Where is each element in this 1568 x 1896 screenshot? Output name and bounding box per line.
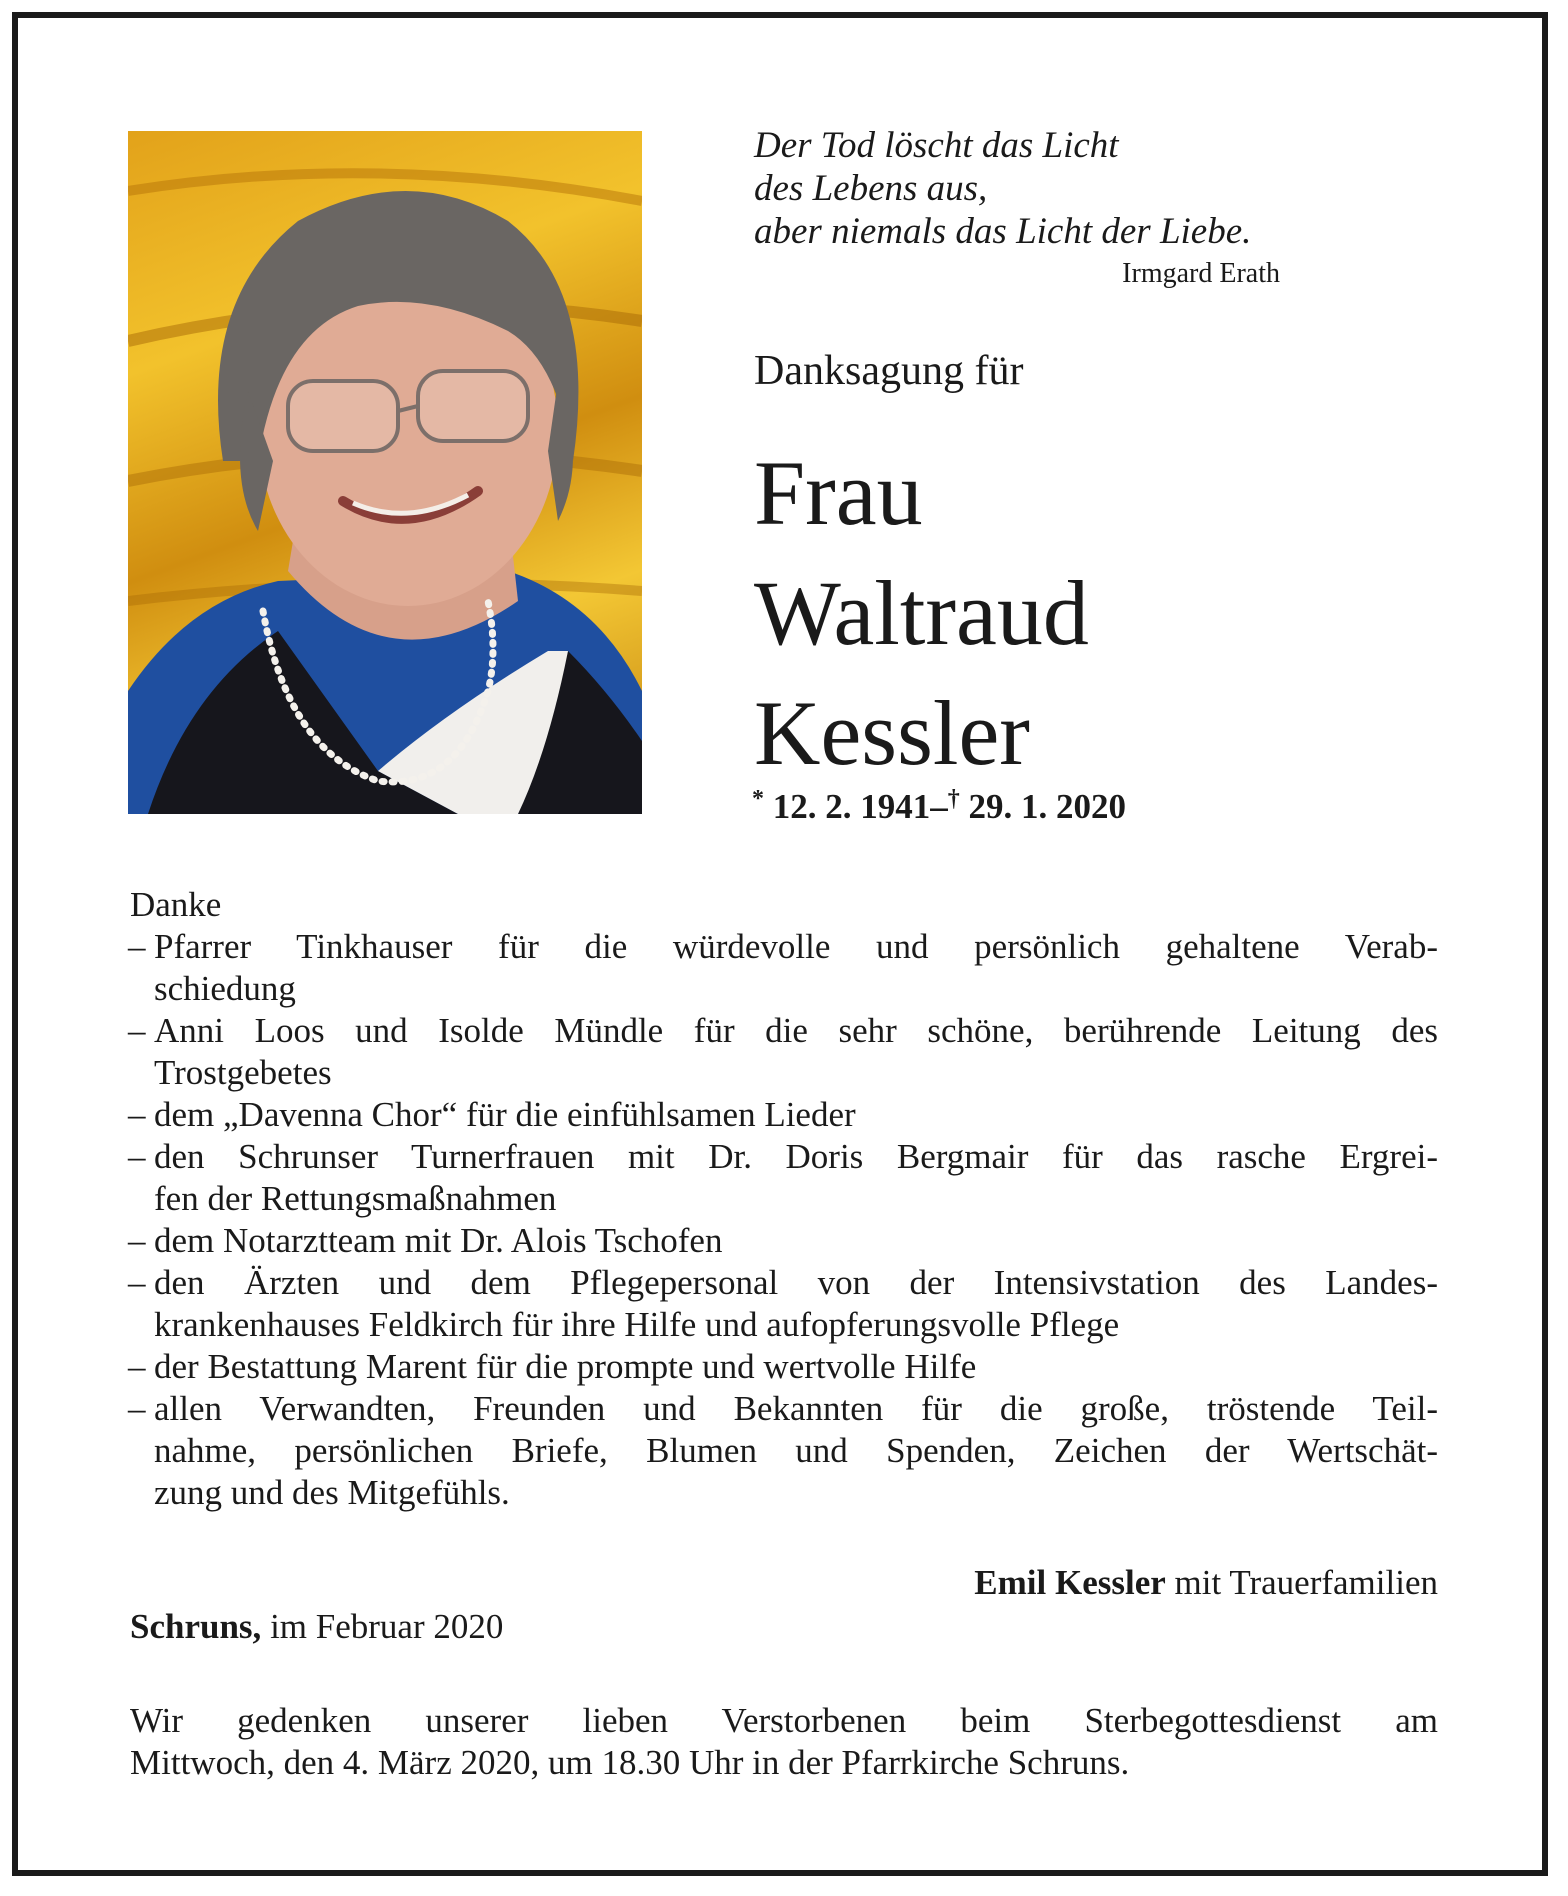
list-item-line: zung und des Mitgefühls. xyxy=(154,1473,510,1512)
list-item xyxy=(128,1220,1438,1262)
name-line: Frau xyxy=(754,442,923,544)
list-dash: – xyxy=(128,1263,146,1302)
life-dates xyxy=(752,776,1126,830)
list-item-line: schiedung xyxy=(154,969,296,1008)
list-item-line: den Schrunser Turnerfrauen mit Dr. Doris Bergmair für das rasche Ergrei- xyxy=(154,1137,1438,1176)
signature xyxy=(974,1562,1438,1604)
list-item-line: krankenhauses Feldkirch für ihre Hilfe und aufopferungsvolle Pflege xyxy=(154,1305,1120,1344)
list-dash: – xyxy=(128,927,146,966)
list-item xyxy=(128,1262,1438,1346)
list-item-line: dem „Davenna Chor“ für die einfühlsamen Lieder xyxy=(154,1095,856,1134)
signature-rest: mit Trauerfamilien xyxy=(1165,1563,1438,1602)
list-item-line: allen Verwandten, Freunden und Bekannten für die große, tröstende Teil- xyxy=(154,1389,1438,1428)
place-town: Schruns, xyxy=(130,1607,262,1646)
list-item-line: Anni Loos und Isolde Mündle für die sehr schöne, berührende Leitung des xyxy=(154,1011,1438,1050)
death-symbol: † xyxy=(947,786,960,812)
memorial-line: Wir gedenken unserer lieben Verstorbenen beim Sterbegottesdienst am xyxy=(130,1701,1438,1740)
list-item xyxy=(128,1388,1438,1514)
quote-line: aber niemals das Licht der Liebe. xyxy=(754,211,1252,252)
deceased-name xyxy=(754,433,1089,793)
list-dash: – xyxy=(128,1347,146,1386)
memorial-notice xyxy=(130,1700,1438,1784)
list-item-line: Pfarrer Tinkhauser für die würdevolle und persönlich gehaltene Verab- xyxy=(154,927,1438,966)
place-date-text: im Februar 2020 xyxy=(261,1607,504,1646)
place-date xyxy=(130,1606,503,1648)
list-dash: – xyxy=(128,1221,146,1260)
list-dash: – xyxy=(128,1137,146,1176)
birth-date: 12. 2. 1941 xyxy=(772,787,931,826)
thanks-intro: Danke xyxy=(130,885,222,924)
list-dash: – xyxy=(128,1011,146,1050)
list-item xyxy=(128,1346,1438,1388)
list-item-line: nahme, persönlichen Briefe, Blumen und Spenden, Zeichen der Wertschät- xyxy=(154,1431,1438,1470)
list-item-line: fen der Rettungsmaßnahmen xyxy=(154,1179,557,1218)
signature-name: Emil Kessler xyxy=(974,1563,1166,1602)
list-item xyxy=(128,1094,1438,1136)
list-item-line: den Ärzten und dem Pflegepersonal von der Intensivstation des Landes- xyxy=(154,1263,1438,1302)
memorial-line: Mittwoch, den 4. März 2020, um 18.30 Uhr in der Pfarrkirche Schruns. xyxy=(130,1743,1130,1782)
quote-line: Der Tod löscht das Licht xyxy=(754,125,1119,166)
heading: Danksagung für xyxy=(754,348,1024,394)
quote-line: des Lebens aus, xyxy=(754,168,988,209)
quote xyxy=(754,124,1251,253)
quote-author: Irmgard Erath xyxy=(1122,258,1280,289)
portrait-photo xyxy=(128,131,642,814)
list-item xyxy=(128,926,1438,1010)
birth-symbol: * xyxy=(752,786,764,812)
list-item-line: Trostgebetes xyxy=(154,1053,332,1092)
thanks-list xyxy=(128,926,1438,1514)
list-dash: – xyxy=(128,1095,146,1134)
list-item-line: der Bestattung Marent für die prompte und wertvolle Hilfe xyxy=(154,1347,977,1386)
name-line: Kessler xyxy=(754,682,1030,784)
portrait-illustration xyxy=(128,131,642,814)
list-dash: – xyxy=(128,1389,146,1428)
list-item xyxy=(128,1136,1438,1220)
list-item xyxy=(128,1010,1438,1094)
name-line: Waltraud xyxy=(754,562,1089,664)
death-date: 29. 1. 2020 xyxy=(968,787,1126,826)
date-separator: – xyxy=(930,787,948,826)
list-item-line: dem Notarztteam mit Dr. Alois Tschofen xyxy=(154,1221,723,1260)
